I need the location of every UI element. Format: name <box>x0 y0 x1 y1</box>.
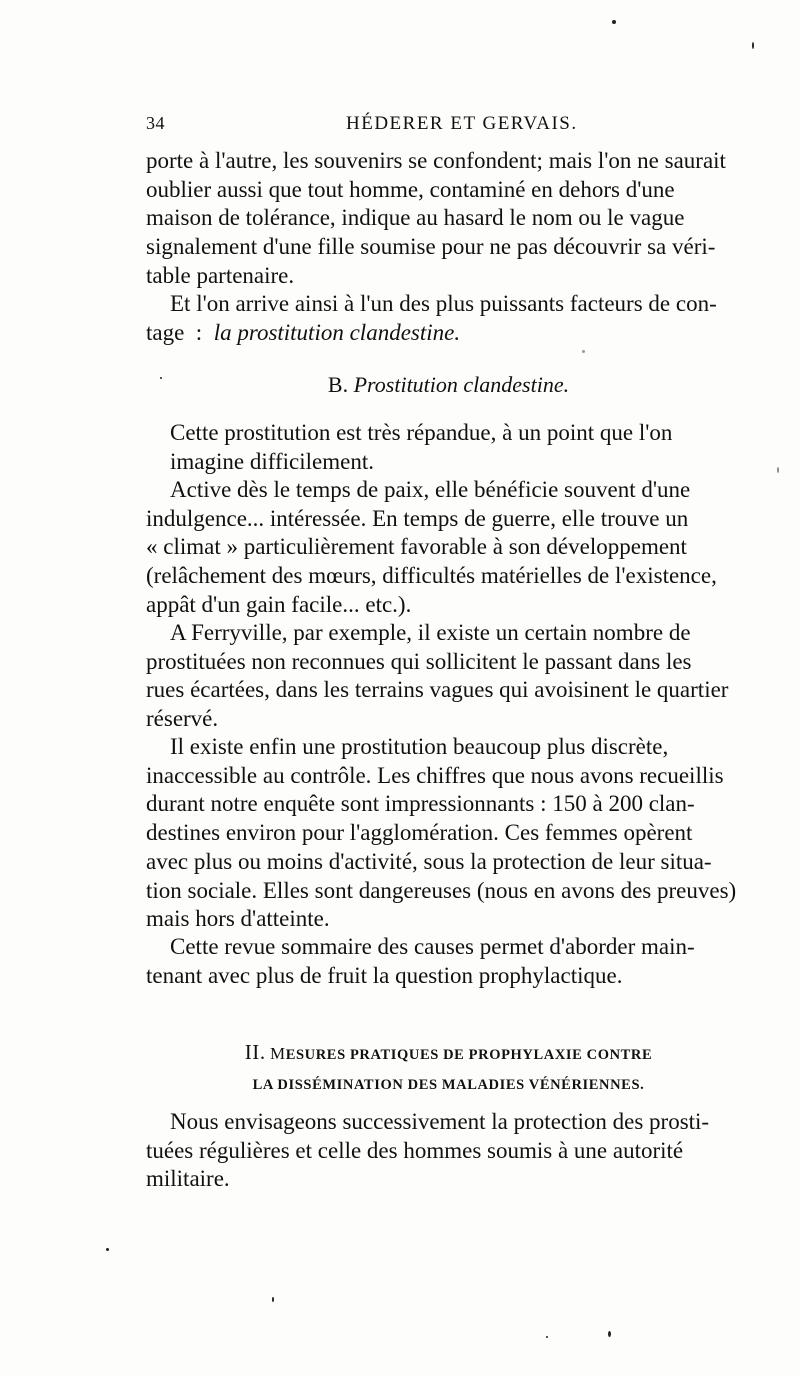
section-number: B. <box>327 372 349 397</box>
section-heading-line <box>146 1037 751 1070</box>
text-line: Il existe enfin une prostitution beaucoup plus discrète, <box>170 734 669 759</box>
text-line: destines environ pour l'agglomération. Ces femmes opèrent <box>146 820 693 846</box>
paragraph <box>146 1108 751 1194</box>
paragraph <box>146 733 751 934</box>
text-line: porte à l'autre, les souvenirs se confondent; mais l'on ne saurait <box>146 148 726 173</box>
text-line: tion sociale. Elles sont dangereuses (nous en avons des preuves) <box>146 877 737 903</box>
paragraph <box>146 619 751 734</box>
text-line: rues écartées, dans les terrains vagues qui avoisinent le quartier <box>146 677 729 703</box>
scan-speck <box>608 1331 611 1337</box>
text-line: Et l'on arrive ainsi à l'un des plus puissants facteurs de con- <box>170 291 717 316</box>
text-line: réservé. <box>146 706 219 732</box>
text-line: avec plus ou moins d'activité, sous la protection de leur situa- <box>146 848 712 874</box>
scan-speck <box>612 20 616 24</box>
paragraph-continuation <box>146 147 751 291</box>
text-line: indulgence... intéressée. En temps de guerre, elle trouve un <box>146 505 689 531</box>
text-span: tage : <box>146 319 214 345</box>
paragraph <box>146 290 751 347</box>
scan-speck <box>752 42 754 49</box>
text-line: Nous envisageons successivement la protection des prosti- <box>170 1109 710 1134</box>
text-line: tuées régulières et celle des hommes soumis à une autorité <box>146 1137 684 1163</box>
text-line: militaire. <box>146 1166 230 1192</box>
italic-text: la prostitution clandestine. <box>213 319 461 345</box>
text-line: A Ferryville, par exemple, il existe un certain nombre de <box>170 620 691 645</box>
section-heading-b <box>146 372 751 398</box>
text-line <box>146 319 751 348</box>
text-line: imagine difficilement. <box>170 448 374 474</box>
text-line: table partenaire. <box>146 262 295 288</box>
text-line: Active dès le temps de paix, elle bénéficie souvent d'une <box>170 477 691 502</box>
text-line: durant notre enquête sont impressionnants : 150 à 200 clan- <box>146 791 695 817</box>
section-number: II. <box>244 1040 266 1064</box>
text-line: inaccessible au contrôle. Les chiffres que nous avons recueillis <box>146 762 724 788</box>
text-line: maison de tolérance, indique au hasard le nom ou le vague <box>146 205 685 231</box>
scan-speck <box>546 1336 548 1338</box>
section-heading-ii <box>146 1037 751 1100</box>
section-heading-text: ESURES PRATIQUES DE PROPHYLAXIE CONTRE <box>285 1047 653 1063</box>
scan-speck <box>106 1248 109 1251</box>
scan-speck <box>582 350 585 353</box>
section-heading-line: LA DISSÉMINATION DES MALADIES VÉNÉRIENNES. <box>252 1077 645 1093</box>
running-title: HÉDERER ET GERVAIS. <box>346 113 578 134</box>
page-header <box>146 113 751 139</box>
text-line: tenant avec plus de fruit la question prophylactique. <box>146 962 623 988</box>
text-line: Cette prostitution est très répandue, à un point que l'on <box>170 420 673 445</box>
paragraph <box>146 419 751 476</box>
text-line: oublier aussi que tout homme, contaminé en dehors d'une <box>146 176 675 202</box>
paragraph <box>146 476 751 620</box>
text-line: signalement d'une fille soumise pour ne pas découvrir sa véri- <box>146 234 716 260</box>
text-line: appât d'un gain facile... etc.). <box>146 591 412 617</box>
text-line: (relâchement des mœurs, difficultés matérielles de l'existence, <box>146 563 717 589</box>
section-initial-cap: M <box>270 1044 286 1063</box>
text-line: prostituées non reconnues qui sollicitent le passant dans les <box>146 648 692 674</box>
page-number: 34 <box>146 113 165 133</box>
text-line: « climat » particulièrement favorable à son développement <box>146 534 687 560</box>
text-line: mais hors d'atteinte. <box>146 906 330 932</box>
section-title: Prostitution clandestine. <box>353 372 570 397</box>
paragraph <box>146 933 751 990</box>
scan-speck <box>777 467 779 473</box>
text-line: Cette revue sommaire des causes permet d'aborder main- <box>170 934 695 959</box>
scan-speck <box>272 1297 274 1302</box>
